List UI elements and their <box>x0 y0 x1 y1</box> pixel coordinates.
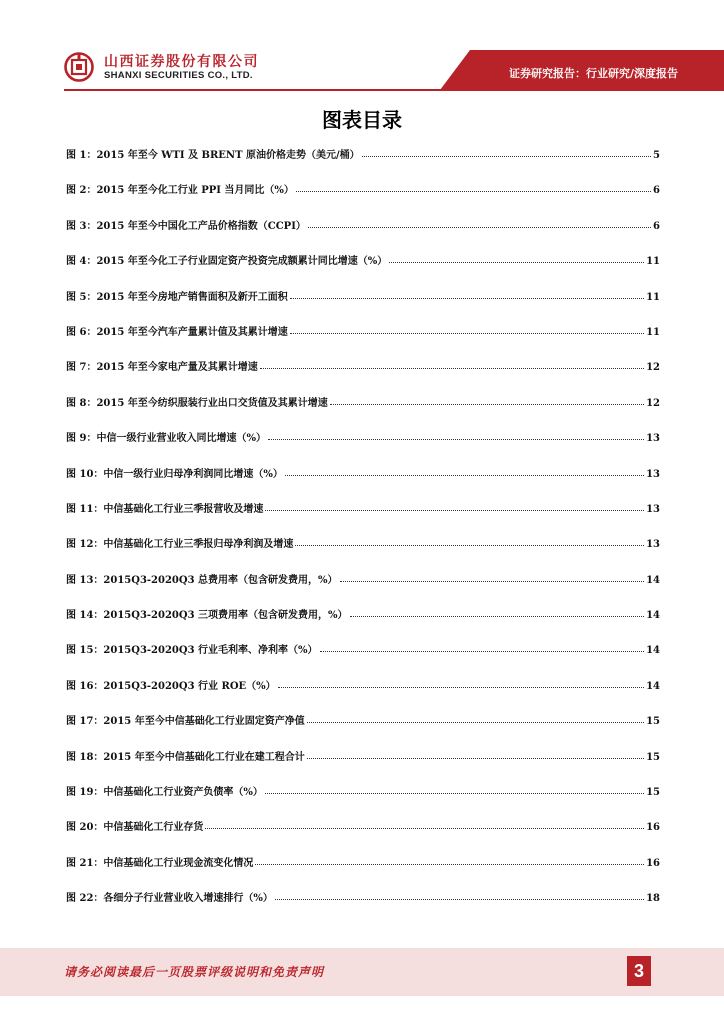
toc-leader-dots <box>307 712 644 723</box>
toc-entry-label: 图 7：2015 年至今家电产量及其累计增速 <box>66 362 258 374</box>
toc-entry-page: 11 <box>646 326 660 338</box>
toc-entry-page: 14 <box>646 610 660 622</box>
toc-entry[interactable] <box>66 748 660 783</box>
toc-entry-page: 12 <box>646 362 660 374</box>
toc-leader-dots <box>275 889 644 900</box>
toc-entry-label: 图 22：各细分子行业营业收入增速排行（%） <box>66 893 273 905</box>
toc-leader-dots <box>255 854 644 865</box>
shanxi-securities-logo-icon <box>64 52 94 82</box>
toc-entry-label: 图 17：2015 年至今中信基础化工行业固定资产净值 <box>66 716 305 728</box>
report-type-label: 证券研究报告：行业研究/深度报告 <box>508 67 678 80</box>
toc-leader-dots <box>295 535 644 546</box>
toc-entry[interactable] <box>66 535 660 570</box>
toc-entry-label: 图 20：中信基础化工行业存货 <box>66 822 204 834</box>
toc-entry-label: 图 16：2015Q3-2020Q3 行业 ROE（%） <box>66 680 276 692</box>
toc-entry-page: 11 <box>646 256 660 268</box>
toc-leader-dots <box>296 181 651 192</box>
toc-leader-dots <box>290 288 644 299</box>
toc-entry[interactable] <box>66 146 660 181</box>
company-name-cn: 山西证券股份有限公司 <box>104 54 259 70</box>
toc-leader-dots <box>265 500 644 511</box>
toc-entry-label: 图 5：2015 年至今房地产销售面积及新开工面积 <box>66 291 288 303</box>
toc-entry[interactable] <box>66 500 660 535</box>
toc-entry-label: 图 2：2015 年至今化工行业 PPI 当月同比（%） <box>66 185 294 197</box>
toc-entry[interactable] <box>66 783 660 818</box>
toc-leader-dots <box>389 252 644 263</box>
toc-entry[interactable] <box>66 252 660 287</box>
toc-leader-dots <box>290 323 644 334</box>
toc-entry-page: 13 <box>646 539 660 551</box>
toc-entry[interactable] <box>66 606 660 641</box>
page-footer <box>0 948 724 996</box>
company-name-en: SHANXI SECURITIES CO., LTD. <box>104 70 253 81</box>
toc-leader-dots <box>350 606 645 617</box>
header-divider <box>64 89 724 91</box>
toc-entry-label: 图 18：2015 年至今中信基础化工行业在建工程合计 <box>66 751 305 763</box>
toc-entry-page: 14 <box>646 645 660 657</box>
toc-entry-page: 15 <box>646 751 660 763</box>
toc-entry-label: 图 11：中信基础化工行业三季报营收及增速 <box>66 503 264 515</box>
toc-entry-label: 图 3：2015 年至今中国化工产品价格指数（CCPI） <box>66 220 306 232</box>
toc-leader-dots <box>278 677 644 688</box>
page-header <box>0 0 724 96</box>
toc-entry-label: 图 8：2015 年至今纺织服装行业出口交货值及其累计增速 <box>66 397 328 409</box>
toc-entry[interactable] <box>66 288 660 323</box>
toc-entry-page: 14 <box>646 680 660 692</box>
toc-entry-page: 15 <box>646 716 660 728</box>
page-number: 3 <box>627 956 651 986</box>
toc-entry[interactable] <box>66 889 660 924</box>
toc-entry-label: 图 15：2015Q3-2020Q3 行业毛利率、净利率（%） <box>66 645 318 657</box>
toc-leader-dots <box>268 429 644 440</box>
toc-entry-page: 11 <box>646 291 660 303</box>
toc-entry-page: 14 <box>646 574 660 586</box>
toc-entry-page: 15 <box>646 787 660 799</box>
toc-entry[interactable] <box>66 217 660 252</box>
toc-leader-dots <box>307 748 644 759</box>
toc-entry-page: 12 <box>646 397 660 409</box>
toc-entry[interactable] <box>66 181 660 216</box>
toc-entry-page: 18 <box>646 893 660 905</box>
toc-leader-dots <box>362 146 651 157</box>
toc-leader-dots <box>330 394 644 405</box>
toc-entry-label: 图 21：中信基础化工行业现金流变化情况 <box>66 857 254 869</box>
toc-entry-page: 5 <box>653 150 660 161</box>
toc-entry[interactable] <box>66 677 660 712</box>
toc-entry[interactable] <box>66 854 660 889</box>
toc-entry-page: 6 <box>653 185 660 197</box>
toc-entry-page: 6 <box>653 220 660 232</box>
toc-entry-label: 图 14：2015Q3-2020Q3 三项费用率（包含研发费用，%） <box>66 610 348 622</box>
toc-entry[interactable] <box>66 429 660 464</box>
toc-entry[interactable] <box>66 641 660 676</box>
toc-leader-dots <box>260 358 644 369</box>
toc-entry-label: 图 10：中信一级行业归母净利润同比增速（%） <box>66 468 283 480</box>
toc-entry-label: 图 19：中信基础化工行业资产负债率（%） <box>66 787 263 799</box>
figure-toc-list <box>66 146 660 925</box>
toc-entry[interactable] <box>66 712 660 747</box>
toc-entry-page: 16 <box>646 857 660 869</box>
toc-entry[interactable] <box>66 394 660 429</box>
toc-leader-dots <box>205 818 644 829</box>
toc-entry-page: 16 <box>646 822 660 834</box>
toc-leader-dots <box>308 217 651 228</box>
toc-title: 图表目录 <box>322 108 402 132</box>
toc-entry-page: 13 <box>646 433 660 445</box>
toc-leader-dots <box>320 641 645 652</box>
toc-entry-label: 图 1：2015 年至今 WTI 及 BRENT 原油价格走势（美元/桶） <box>66 150 360 161</box>
toc-entry-label: 图 6：2015 年至今汽车产量累计值及其累计增速 <box>66 326 288 338</box>
toc-leader-dots <box>265 783 644 794</box>
disclaimer-note: 请务必阅读最后一页股票评级说明和免责声明 <box>64 965 325 979</box>
toc-leader-dots <box>285 465 644 476</box>
toc-leader-dots <box>340 571 645 582</box>
toc-entry[interactable] <box>66 465 660 500</box>
toc-entry[interactable] <box>66 323 660 358</box>
toc-entry-label: 图 13：2015Q3-2020Q3 总费用率（包含研发费用，%） <box>66 574 338 586</box>
toc-entry-label: 图 9：中信一级行业营业收入同比增速（%） <box>66 433 266 445</box>
toc-entry[interactable] <box>66 358 660 393</box>
toc-entry[interactable] <box>66 571 660 606</box>
toc-entry-page: 13 <box>646 503 660 515</box>
toc-entry-label: 图 12：中信基础化工行业三季报归母净利润及增速 <box>66 539 294 551</box>
toc-entry-page: 13 <box>646 468 660 480</box>
toc-entry[interactable] <box>66 818 660 853</box>
toc-entry-label: 图 4：2015 年至今化工子行业固定资产投资完成额累计同比增速（%） <box>66 256 388 268</box>
